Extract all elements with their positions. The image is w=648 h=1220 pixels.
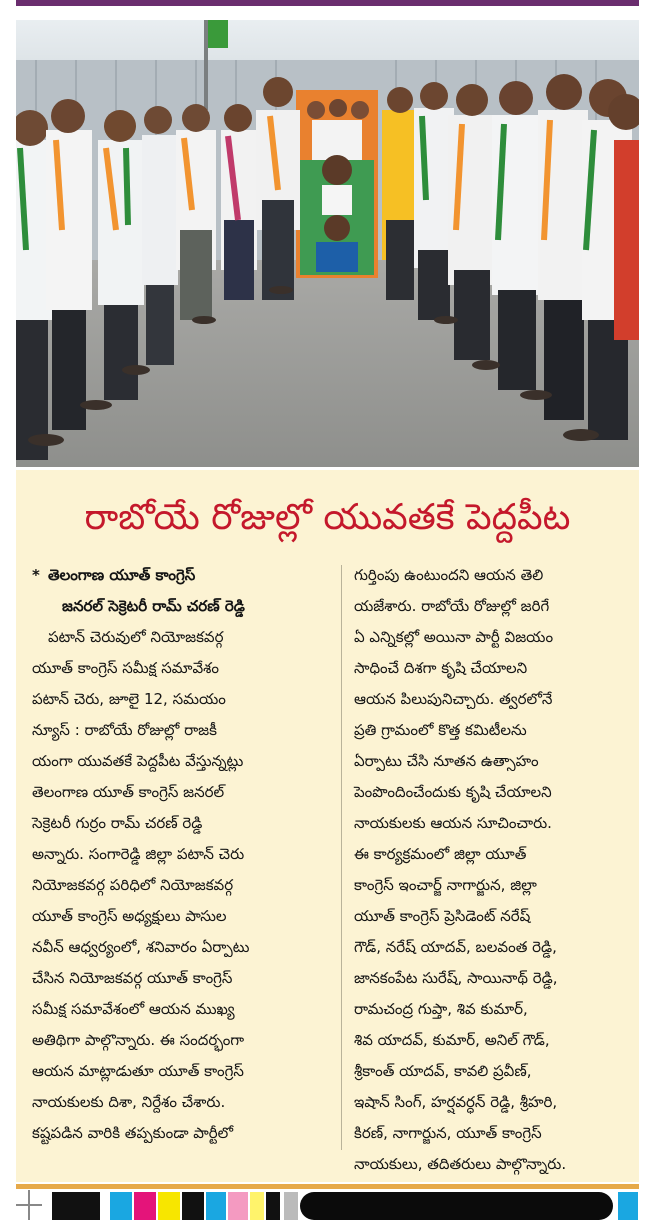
text-line: సాధించే దిశగా కృషి చేయాలని <box>354 659 528 677</box>
subheading-text-1: తెలంగాణ యూత్ కాంగ్రెస్ <box>48 566 196 584</box>
column-divider <box>341 565 342 1150</box>
text-line: సమీక్ష సమావేశంలో ఆయన ముఖ్య <box>32 1000 235 1018</box>
headline: రాబోయే రోజుల్లో యువతకే పెద్దపీట <box>84 497 571 538</box>
text-line: పెంపొందించేందుకు కృషి చేయాలని <box>354 783 552 801</box>
text-line: ప్రతి గ్రామంలో కొత్త కమిటీలను <box>354 721 527 739</box>
top-rule <box>16 0 639 6</box>
color-bar-pill <box>300 1192 613 1220</box>
text-line: నాయకులకు ఆయన సూచించారు. <box>354 814 552 832</box>
news-photo <box>16 20 639 467</box>
color-swatch <box>52 1192 100 1220</box>
text-line: కాంగ్రెస్ ఇంచార్జ్ నాగార్జున, జిల్లా <box>354 876 537 894</box>
color-swatch <box>228 1192 248 1220</box>
color-swatch <box>110 1192 132 1220</box>
color-swatch <box>284 1192 298 1220</box>
left-column <box>32 560 328 1149</box>
color-swatch-end <box>618 1192 638 1220</box>
text-line: యంగా యువతకే పెద్దపీట వేస్తున్నట్లు <box>32 752 244 770</box>
text-line: ఏర్పాటు చేసి నూతన ఉత్సాహం <box>354 752 539 770</box>
text-line: ఇషాన్ సింగ్, హర్షవర్ధన్ రెడ్డి, శ్రీహరి, <box>354 1093 558 1111</box>
text-line: కష్టపడిన వారికి తప్పకుండా పార్టీలో <box>32 1124 234 1142</box>
text-line: నియోజకవర్గ పరిధిలో నియోజకవర్గ <box>32 876 234 894</box>
text-line: జానకంపేట సురేష్, సాయినాథ్ రెడ్డి, <box>354 969 558 987</box>
text-line: సెక్రెటరీ గుర్రం రామ్ చరణ్ రెడ్డి <box>32 814 203 832</box>
text-line: యూత్ కాంగ్రెస్ ప్రెసిడెంట్ నరేష్ <box>354 907 531 925</box>
text-line: తెలంగాణ యూత్ కాంగ్రెస్ జనరల్ <box>32 783 225 801</box>
text-line: యూత్ కాంగ్రెస్ అధ్యక్షులు పాసుల <box>32 907 227 925</box>
registration-mark-icon <box>16 1190 42 1220</box>
text-line: ఈ కార్యక్రమంలో జిల్లా యూత్ <box>354 845 527 863</box>
text-line: న్యూస్ : రాబోయే రోజుల్లో రాజకీ <box>32 721 217 739</box>
article-panel <box>16 470 639 1182</box>
text-line: అతిథిగా పాల్గొన్నారు. ఈ సందర్భంగా <box>32 1031 245 1049</box>
text-line: నాయకులు, తదితరులు పాల్గొన్నారు. <box>354 1155 567 1173</box>
text-line: శ్రీకాంత్ యాదవ్, కావలి ప్రవీణ్, <box>354 1062 532 1080</box>
text-line: ఆయన మాట్లాడుతూ యూత్ కాంగ్రెస్ <box>32 1062 244 1080</box>
color-swatch <box>206 1192 226 1220</box>
subheading-line-2: జనరల్ సెక్రెటరీ రామ్ చరణ్ రెడ్డి <box>62 597 245 615</box>
text-line: పటాన్ చెరువులో నియోజకవర్గ <box>48 628 224 646</box>
bottom-rule <box>16 1184 639 1189</box>
text-line: అన్నారు. సంగారెడ్డి జిల్లా పటాన్ చెరు <box>32 845 245 863</box>
color-swatch <box>266 1192 280 1220</box>
text-line: రామచంద్ర గుప్తా, శివ కుమార్, <box>354 1000 528 1018</box>
text-line: శివ యాదవ్, కుమార్, అనిల్ గౌడ్, <box>354 1031 550 1049</box>
text-line: గుర్తింపు ఉంటుందని ఆయన తెలి <box>354 566 544 584</box>
text-line: యూత్ కాంగ్రెస్ సమీక్ష సమావేశం <box>32 659 219 677</box>
right-column <box>354 560 632 1180</box>
color-swatch <box>158 1192 180 1220</box>
text-line: యజేశారు. రాబోయే రోజుల్లో జరిగే <box>354 597 550 615</box>
text-line: కిరణ్, నాగార్జున, యూత్ కాంగ్రెస్ <box>354 1124 542 1142</box>
text-line: గౌడ్, నరేష్ యాదవ్, బలవంత రెడ్డి, <box>354 938 557 956</box>
subheading-bullet: * <box>32 566 40 584</box>
text-line: ఆయన పిలుపునిచ్చారు. త్వరలోనే <box>354 690 553 708</box>
text-line: ఏ ఎన్నికల్లో అయినా పార్టీ విజయం <box>354 628 554 646</box>
color-swatch <box>134 1192 156 1220</box>
text-line: నాయకులకు దిశా, నిర్దేశం చేశారు. <box>32 1093 226 1111</box>
color-swatch <box>250 1192 264 1220</box>
text-line: చేసిన నియోజకవర్గ యూత్ కాంగ్రెస్ <box>32 969 233 987</box>
text-line: నవీన్ ఆధ్వర్యంలో, శనివారం ఏర్పాటు <box>32 938 250 956</box>
subheading-line-1 <box>32 560 328 591</box>
color-swatch <box>182 1192 204 1220</box>
text-line: పటాన్ చెరు, జూలై 12, సమయం <box>32 690 226 708</box>
